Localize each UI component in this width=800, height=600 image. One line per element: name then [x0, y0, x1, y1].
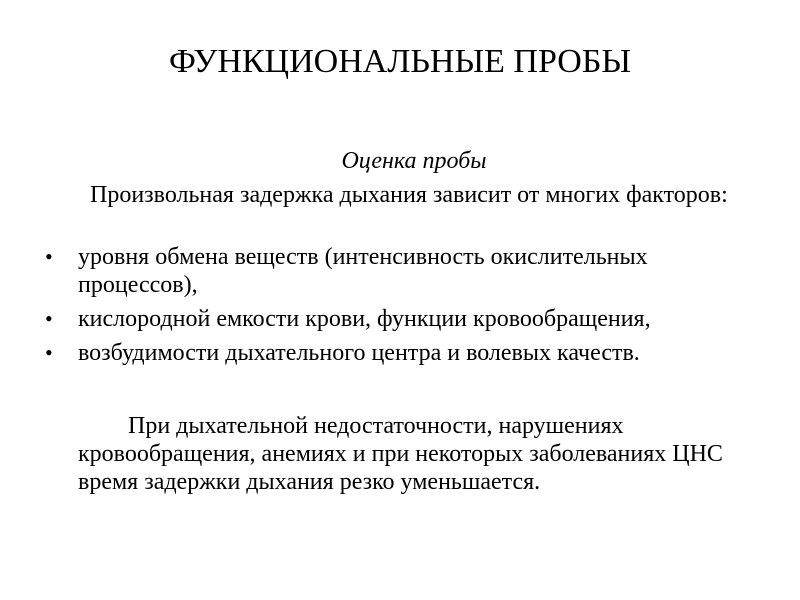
bullet-marker: • [45, 306, 53, 331]
intro-paragraph: Произвольная задержка дыхания зависит от многих факторов: [90, 182, 728, 208]
bullet-text: возбудимости дыхательного центра и волевых качеств. [78, 340, 640, 366]
bullet-item [0, 339, 728, 367]
slide-subtitle: Оценка пробы [341, 148, 487, 174]
bullet-marker: • [45, 340, 53, 365]
closing-paragraph: При дыхательной недостаточности, нарушениях кровообращения, анемиях и при некоторых заболеваниях ЦНС время задержки дыхания резко уменьшается. [78, 413, 723, 495]
bullet-text: уровня обмена веществ (интенсивность окислительных процессов), [78, 244, 648, 298]
bullet-list [0, 243, 800, 373]
bullet-text: кислородной емкости крови, функции кровообращения, [78, 306, 651, 332]
slide-title: ФУНКЦИОНАЛЬНЫЕ ПРОБЫ [168, 43, 631, 80]
bullet-item [0, 305, 728, 333]
bullet-item [0, 243, 728, 299]
bullet-marker: • [45, 244, 53, 269]
